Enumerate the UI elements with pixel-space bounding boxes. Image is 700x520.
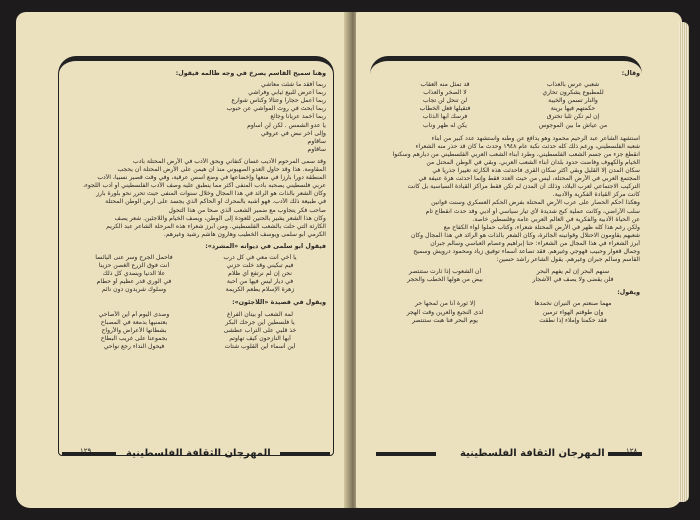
text-line: قد تمثل منه العقاب bbox=[420, 81, 470, 89]
text-line: وقد سمى المرحوم الأديب غسان كنفاني وبحق الأدب في الأرض المحتلة بأدب bbox=[132, 157, 326, 165]
right-page-text bbox=[378, 70, 640, 330]
text-line: الكارثة التي حلت بالشعب الفلسطيني. ومن أبرز شعراء هذه المرحلة الشاعر عبد الكريم bbox=[106, 222, 326, 230]
text-line: فاحمل الجرح وسر عنى اليائسا bbox=[95, 253, 173, 261]
poem-intro: وقال: bbox=[621, 70, 640, 77]
text-line: فقد حكمنا وإملاء إذا نطقت bbox=[539, 316, 607, 324]
festival-banner: المهرجان الثقافة الفلسطينية bbox=[126, 448, 271, 459]
text-line: فرسك أيها الذئاب bbox=[422, 113, 468, 121]
page-edges bbox=[679, 22, 689, 502]
left-page-text bbox=[68, 70, 326, 356]
festival-banner: المهرجان الثقافة الفلسطينية bbox=[460, 448, 605, 459]
poem-verse-two-column bbox=[68, 254, 326, 294]
text-line: لمة الشعب أو بيتان الفراغ bbox=[227, 310, 293, 318]
text-line: يا أخي أنت معي في كل درب bbox=[223, 253, 297, 261]
body-paragraph bbox=[378, 135, 640, 265]
poem-intro: ويقول: bbox=[617, 289, 640, 297]
text-line: والنار تسمن والخيبة bbox=[548, 97, 598, 105]
text-line: الخيام والكهوف وفاضت حدود بلدان أبناء الشعب العربي. وبقي في الوطن المحتل من bbox=[426, 158, 640, 166]
text-line: أنت فوق الزرع الغصن حزيناً bbox=[98, 262, 170, 270]
verse-column-right bbox=[206, 311, 314, 351]
text-line: فتقيلها فعل الخطاب bbox=[419, 105, 471, 113]
text-line: سلب الأراضي، وكانت عملية كبح شديدة لأي تيار سياسي أو أدبي وقد حدث انقطاع تام bbox=[425, 207, 640, 215]
banner-ornament bbox=[280, 452, 330, 456]
text-line: يا فلسطين أين جرحك البكر bbox=[225, 318, 295, 326]
text-line: المقاومة. هذا وقد حاول العدو الصهيوني منذ أن هيمن على الأرض المحتلة أن يحجب bbox=[117, 166, 326, 174]
text-line: إلا ثورة أنا من لمحها حر bbox=[414, 300, 476, 308]
text-line: بيض من هولها الخطب والحجر bbox=[407, 276, 483, 284]
verse-column-right bbox=[206, 254, 314, 294]
poem-intro: ويقول في قصيدة «اللاجئون»: bbox=[232, 299, 326, 307]
page-number: ١٢٩ bbox=[80, 447, 92, 455]
text-line: ربما أعرض للبيع ثيابي وفراشي bbox=[248, 89, 326, 97]
text-line: سكان المدن إلا القليل وبقي أكثر سكان القرى فأحدثت هذه الكارثة تغييراً جذرياً في bbox=[432, 167, 640, 175]
text-line: التركيب الاجتماعي لعرب البلاد، وذلك أن المدن لم تكن فقط مراكز القيادة السياسية بل كانت bbox=[407, 183, 640, 191]
text-line: أين أسماء أين القلوب شتات bbox=[224, 342, 296, 350]
text-line: بشطآنها الأعراض والأرواح bbox=[101, 326, 167, 334]
poem-verse bbox=[68, 81, 326, 154]
text-line: بجموعنا على غريب البطاح bbox=[100, 334, 168, 342]
verse-column-right bbox=[518, 268, 628, 284]
text-line: شعبي عرس بالعذاب bbox=[546, 81, 600, 89]
verse-column-right bbox=[518, 81, 628, 130]
text-line: سأقاوم bbox=[307, 145, 326, 153]
page-number: ١٢٨ bbox=[626, 447, 638, 455]
text-line: وإلى آخر نبض في عروقي bbox=[260, 129, 326, 137]
body-paragraph bbox=[68, 158, 326, 239]
text-line: علا الدنيا ويسدي كل ذلك bbox=[102, 270, 166, 278]
left-page bbox=[16, 12, 349, 508]
poem-verse-two-column bbox=[378, 300, 640, 324]
text-line: ربما أبحث في روث المواشي عن حبوب bbox=[226, 105, 326, 113]
text-line: لا الصخر والعذاب bbox=[423, 89, 467, 97]
text-line: خذ قلبي على التراب عطشى bbox=[223, 326, 297, 334]
text-line: حكمتهم فيها برينة bbox=[550, 105, 596, 113]
poem-verse-two-column bbox=[378, 268, 640, 284]
text-line: بعتمنيها بدمعة في المصباح bbox=[100, 318, 168, 326]
text-line: فيم تبكيني وقد خلت حزني bbox=[226, 262, 294, 270]
text-line: لدى النجيع والعرين وقت الهجر bbox=[406, 308, 484, 316]
text-line: من عياش ما بين الموجوس bbox=[538, 121, 608, 129]
text-line: ربما أخمد عريانا وجائع bbox=[270, 113, 326, 121]
text-line: ربما أعمل حجارا وعتالا وكناس شوارع bbox=[231, 97, 326, 105]
text-line: فلن يقضى ولا يصف في الأشجار bbox=[532, 276, 614, 284]
text-line: للمطبوع يشكرون تحاري bbox=[542, 89, 604, 97]
text-line: في الوري قدر عظيم أو حطام bbox=[96, 278, 172, 286]
text-line: عربي فلسطيني يصحبه بأدب المنفى أكثر مما ينطبق عليه وصف الأدب الفلسطيني أو أدب اللجوء، bbox=[83, 182, 326, 190]
text-line: في طبيعة ذلك الأدب. فهو أشبه بالمحرك أو الحاكم الذي يجسد على أرض الوطن المحتلة bbox=[105, 198, 326, 206]
text-line: المجتمع العربي في الأرض المحتلة، ليس من حيث العدد فقط وإنما أحدثت هزة عنيفة في bbox=[418, 175, 640, 183]
banner-ornament bbox=[376, 452, 436, 456]
text-line: المنطقة دوراً بارزاً في منعها وإخضاعها في وضع أسس عرقية، وفي وقت قصير نسبياً، الأدب bbox=[97, 174, 326, 182]
text-line: أن الشعوب إذا ثارت ستنتصر bbox=[408, 268, 482, 276]
verse-column-left bbox=[390, 300, 500, 324]
text-line: وهكذا أحكم الحصار على عرب الأرض المحتلة بفرض الحكم العسكري وسنت قوانين bbox=[431, 199, 640, 207]
text-line: شعبه الفلسطيني، ورغم ذلك كله حدثت نكبة عام ١٩٤٨ وحدث ما كان قد حذر منه الشعراء bbox=[415, 142, 640, 150]
verse-column-right bbox=[518, 300, 628, 324]
text-line: وجمال قعوار وحبيب قهوجي وغيرهم. فقد تصاعد أسماء توفيق زياد ومحمود درويش وسميح bbox=[413, 247, 640, 255]
text-line: القاسم وسالم جبران وغيرهم. يقول الشاعر راشد حسين: bbox=[496, 256, 640, 264]
poem-intro: فيقول أبو سلمى في ديوانه «المشرد»: bbox=[205, 242, 326, 250]
right-page bbox=[356, 12, 682, 508]
text-line: أيها النازحون كيف تهاوتم bbox=[229, 334, 291, 342]
text-line: كانت مركز القيادة الفكرية والأدبية. bbox=[552, 191, 640, 199]
text-line: يكن له ظهر وناب bbox=[423, 121, 467, 129]
text-line: استشهد الشاعر عبد الرحيم محمود وهو يدافع عن وطنه واستشهد عدد كبير من أبناء bbox=[431, 134, 640, 142]
text-line: فيحول النداء رجع نواحي bbox=[103, 342, 165, 350]
text-line: شعبهم يقاومون الاحتلال وقوانينه الجائرة، وكان الشعر بالذات هو الرائد في هذا المجال وكان bbox=[410, 231, 640, 239]
text-line: لن تنحل لن تجاب bbox=[422, 97, 468, 105]
text-line: إن لم تكن ثلباً تخترق bbox=[546, 113, 600, 121]
text-line: انقطع جزء من جسم الشعب الفلسطيني، وطرد أبناء الشعب العربي الفلسطيني من ديارهم وسكنوا bbox=[392, 150, 640, 158]
text-line: سأقاوم bbox=[307, 137, 326, 145]
text-line: مهما صنعتم من النيران نخمدها bbox=[534, 300, 612, 308]
text-line: وكان هذا الشعر يشير بالحنين للعودة إلى الوطن، ويصف الخيام واللاجئين. شعر يصف bbox=[114, 214, 326, 222]
text-line: صاحب فكر يتجاوب مع ضمير الشعب الذي صحا من هذا التحول bbox=[168, 206, 326, 214]
verse-column-left bbox=[80, 254, 188, 294]
text-line: زهرة الإسلام يطعم الكريمة bbox=[225, 286, 295, 294]
text-line: أبرز الشعراء في هذا المجال من الشعراء: حنا إبراهيم وعصام العباسي وسالم جبران bbox=[430, 239, 640, 247]
verse-column-left bbox=[390, 268, 500, 284]
open-book bbox=[8, 4, 692, 516]
text-line: وكان الشعر بالذات هو الرائد في هذا المجال وخلال سنوات المنفى حيث تحرر نحو بلورة بارز bbox=[96, 190, 326, 198]
text-line: يا عدو الشمس . لكن لن أساوم bbox=[247, 121, 326, 129]
text-line: ربما أفقد ما شئت معاشي bbox=[261, 81, 326, 89]
text-line: وسلوك شريدون دون نائم bbox=[101, 286, 167, 294]
text-line: سنهم البحر إن لم يفهم البحر bbox=[536, 268, 610, 276]
text-line: ولكن رغم هذا كله ظهر في الأرض المحتلة شعراء، وكتاب حملوا لواء الكفاح مع bbox=[443, 223, 640, 231]
poem-intro: وهنا سميح القاسم يصرخ في وجه ظالمه فيقول: bbox=[175, 70, 326, 77]
text-line: نحن إن لم نرتفع أي ظلام bbox=[228, 270, 292, 278]
text-line: يوم البحر فنا هبت ستنتصر bbox=[412, 316, 478, 324]
text-line: الكرمي أبو سلمى ويوسف الخطيب وهارون هاشم رشيد وغيرهم. bbox=[163, 230, 326, 238]
text-line: عن الحياة الأدبية والفكرية في العالم العربي عامة وفلسطين خاصة. bbox=[472, 215, 640, 223]
text-line: وصدى اليوم أم أين الأصاحي bbox=[98, 310, 170, 318]
verse-column-left bbox=[390, 81, 500, 130]
verse-column-left bbox=[80, 311, 188, 351]
text-line: في ديار ليس فيها من أحبة bbox=[226, 278, 294, 286]
poem-verse-two-column bbox=[68, 311, 326, 351]
text-line: وإن طوقتم الهواء ترمين bbox=[542, 308, 604, 316]
poem-verse-two-column bbox=[378, 81, 640, 130]
